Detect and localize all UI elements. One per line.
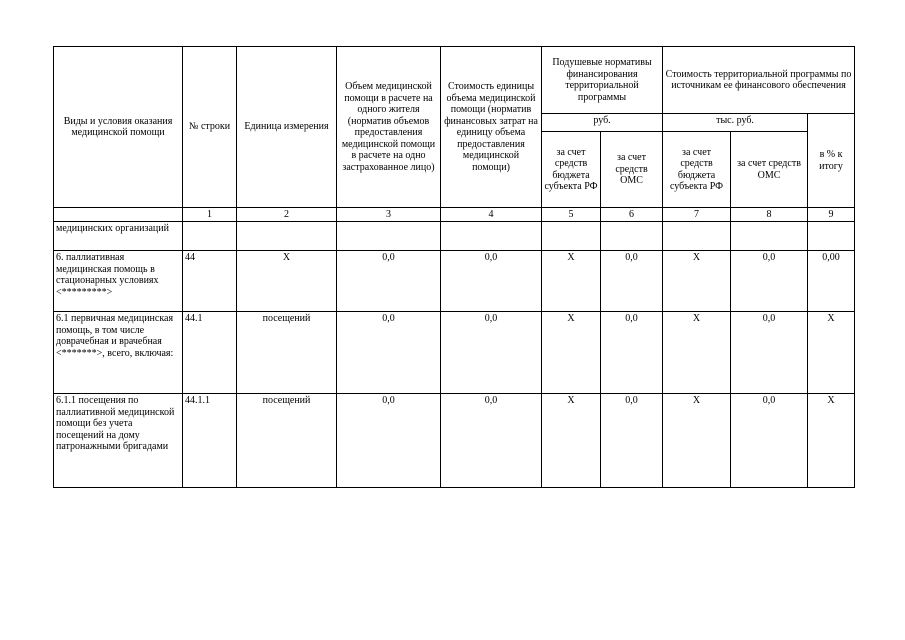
column-number: 1 <box>183 208 237 222</box>
cost-table-sheet <box>53 46 855 488</box>
row-oms-thous: 0,0 <box>731 394 808 488</box>
row-oms-rub: 0,0 <box>601 312 663 394</box>
row-name: 6.1 первичная медицинская помощь, в том числе доврачебная и врачебная <*******>, всего, включая: <box>54 312 183 394</box>
table-row <box>54 222 855 251</box>
table-row <box>54 394 855 488</box>
row-budget-thous <box>663 222 731 251</box>
territorial-program-table <box>53 46 855 488</box>
row-budget-rub: X <box>542 251 601 312</box>
header-volume: Объем медицинской помощи в расчете на одного жителя (норматив объемов предоставления медицинской помощи в расчете на одно застрахованное лицо) <box>337 47 441 208</box>
row-oms-thous: 0,0 <box>731 251 808 312</box>
header-cost-group: Стоимость территориальной программы по источникам ее финансового обеспечения <box>663 47 855 114</box>
column-number: 9 <box>808 208 855 222</box>
header-unit-thous-rub: тыс. руб. <box>663 114 808 132</box>
row-budget-rub: X <box>542 394 601 488</box>
column-number: 7 <box>663 208 731 222</box>
header-percapita-group: Подушевые нормативы финансирования территориальной программы <box>542 47 663 114</box>
header-unit: Единица измерения <box>237 47 337 208</box>
row-cost: 0,0 <box>441 312 542 394</box>
table-row <box>54 251 855 312</box>
row-budget-thous: X <box>663 312 731 394</box>
row-volume: 0,0 <box>337 312 441 394</box>
row-line <box>183 222 237 251</box>
column-number: 5 <box>542 208 601 222</box>
column-number: 4 <box>441 208 542 222</box>
column-number: 6 <box>601 208 663 222</box>
row-unit <box>237 222 337 251</box>
row-oms-thous: 0,0 <box>731 312 808 394</box>
row-percent: X <box>808 312 855 394</box>
row-budget-rub <box>542 222 601 251</box>
column-number: 8 <box>731 208 808 222</box>
row-line: 44.1.1 <box>183 394 237 488</box>
header-percent-total: в % к итогу <box>808 114 855 208</box>
row-oms-rub: 0,0 <box>601 394 663 488</box>
row-volume: 0,0 <box>337 394 441 488</box>
row-percent <box>808 222 855 251</box>
row-oms-thous <box>731 222 808 251</box>
row-line: 44 <box>183 251 237 312</box>
header-budget-thous: за счет средств бюджета субъекта РФ <box>663 132 731 208</box>
row-volume <box>337 222 441 251</box>
row-budget-thous: X <box>663 251 731 312</box>
table-row <box>54 312 855 394</box>
row-unit: посещений <box>237 394 337 488</box>
row-percent: 0,00 <box>808 251 855 312</box>
header-oms-rub: за счет средств ОМС <box>601 132 663 208</box>
header-unit-rub: руб. <box>542 114 663 132</box>
row-name: 6. паллиативная медицинская помощь в стационарных условиях <*********> <box>54 251 183 312</box>
column-number-blank <box>54 208 183 222</box>
row-cost <box>441 222 542 251</box>
header-row-1 <box>54 47 855 114</box>
row-percent: X <box>808 394 855 488</box>
header-line-number: № строки <box>183 47 237 208</box>
row-budget-rub: X <box>542 312 601 394</box>
row-cost: 0,0 <box>441 394 542 488</box>
header-unit-cost: Стоимость единицы объема медицинской помощи (норматив финансовых затрат на единицу объема предоставления медицинской помощи) <box>441 47 542 208</box>
header-budget-rub: за счет средств бюджета субъекта РФ <box>542 132 601 208</box>
row-name: 6.1.1 посещения по паллиативной медицинской помощи без учета посещений на дому патронажными бригадами <box>54 394 183 488</box>
row-line: 44.1 <box>183 312 237 394</box>
row-budget-thous: X <box>663 394 731 488</box>
column-number: 3 <box>337 208 441 222</box>
row-name: медицинских организаций <box>54 222 183 251</box>
row-unit: X <box>237 251 337 312</box>
row-oms-rub <box>601 222 663 251</box>
row-unit: посещений <box>237 312 337 394</box>
header-oms-thous: за счет средств ОМС <box>731 132 808 208</box>
header-care-types: Виды и условия оказания медицинской помощи <box>54 47 183 208</box>
row-volume: 0,0 <box>337 251 441 312</box>
row-oms-rub: 0,0 <box>601 251 663 312</box>
column-number: 2 <box>237 208 337 222</box>
column-number-row <box>54 208 855 222</box>
row-cost: 0,0 <box>441 251 542 312</box>
